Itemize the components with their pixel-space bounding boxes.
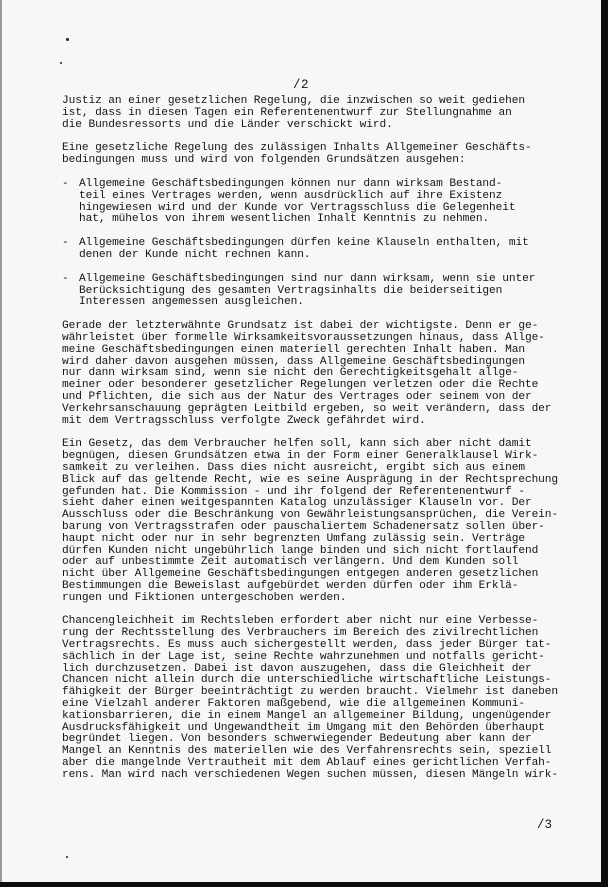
text-line: lich durchzusetzen. Dabei ist davon auszugehen, dass die Gleichheit der xyxy=(62,662,532,675)
text-line: nicht über Allgemeine Geschäftsbedingungen entgegen anderen gesetzlichen xyxy=(62,568,539,581)
paragraph xyxy=(62,321,582,427)
text-line: sächlich in der Lage ist, seine Rechte wahrzunehmen und notfalls gericht- xyxy=(62,650,545,663)
page-number-top: /2 xyxy=(293,78,310,92)
text-line: Mangel an Kenntnis des materiellen wie des Verfahrensrechts sein, speziell xyxy=(62,745,552,758)
bullet-dash: - xyxy=(62,237,69,250)
text-line: dürfen Kunden nicht ungebührlich lange binden und sich nicht fortlaufend xyxy=(62,544,539,557)
text-line: fähigkeit der Bürger beeinträchtigt zu werden braucht. Vielmehr ist daneben xyxy=(62,686,559,699)
text-line: rens. Man wird nach verschiedenen Wegen suchen müssen, diesen Mängeln wirk- xyxy=(62,768,559,781)
text-line: haupt nicht oder nur in sehr begrenzten Umfang zulässig sein. Verträge xyxy=(62,532,525,545)
text-line: Berücksichtigung des gesamten Vertragsinhalts die beiderseitigen xyxy=(79,284,503,297)
text-line: denen der Kunde nicht rechnen kann. xyxy=(79,248,311,261)
scan-speck xyxy=(66,38,69,41)
text-line: samkeit zu verleihen. Dass dies nicht ausreicht, ergibt sich aus einem xyxy=(62,461,525,474)
text-line: rungen und Fiktionen untergeschoben werden. xyxy=(62,591,347,604)
scan-speck xyxy=(60,62,62,64)
bullet-item xyxy=(62,179,582,226)
text-line: mit dem Vertragsschluss verfolgte Zweck gefährdet wird. xyxy=(62,414,426,427)
text-line: teil eines Vertrages werden, wenn ausdrücklich auf ihre Existenz xyxy=(79,189,503,202)
text-line: Chancengleichheit im Rechtsleben erfordert aber nicht nur eine Verbesse- xyxy=(62,615,539,628)
text-line: rung der Rechtsstellung des Verbrauchers im Bereich des zivilrechtlichen xyxy=(62,627,539,640)
text-line: begnügen, diesen Grundsätzen etwa in der Form einer Generalklausel Wirk- xyxy=(62,450,539,463)
text-line: ist, dass in diesen Tagen ein Referentenentwurf zur Stellungnahme an xyxy=(62,106,512,119)
text-line: kationsbarrieren, die in einem Mangel an allgemeiner Bildung, ungenügender xyxy=(62,709,552,722)
scan-edge-bottom xyxy=(0,882,608,887)
text-line: Bestimmungen die Beweislast aufgebürdet werden dürfen oder ihm Erklä- xyxy=(62,579,519,592)
paragraph xyxy=(62,616,582,781)
text-line: Gerade der letzterwähnte Grundsatz ist dabei der wichtigste. Denn er ge- xyxy=(62,320,539,333)
text-line: Verkehrsanschauung geprägten Leitbild ergeben, so weit verändern, dass der xyxy=(62,402,552,415)
bullet-item xyxy=(62,238,582,262)
text-line: und Pflichten, die sich aus der Natur des Vertrages oder seinem von der xyxy=(62,390,532,403)
paragraph xyxy=(62,96,582,131)
text-line: Justiz an einer gesetzlichen Regelung, die inzwischen so weit gediehen xyxy=(62,95,525,107)
bullet-item xyxy=(62,274,582,309)
text-line: die Bundesressorts und die Länder verschickt wird. xyxy=(62,118,393,131)
text-line: meine Geschäftsbedingungen einen materiell gerechten Inhalt haben. Man xyxy=(62,343,525,356)
text-line: sieht daher einen weitgespannten Katalog unzulässiger Klauseln vor. Der xyxy=(62,497,532,510)
text-line: wird daher davon ausgehen müssen, dass Allgemeine Geschäftsbedingungen xyxy=(62,355,525,368)
text-line: Eine gesetzliche Regelung des zulässigen Inhalts Allgemeiner Geschäfts- xyxy=(62,142,532,155)
text-line: nur dann wirksam sind, wenn sie nicht den Gerechtigkeitsgehalt allge- xyxy=(62,367,519,380)
text-line: gefunden hat. Die Kommission - und ihr folgend der Referentenentwurf - xyxy=(62,485,525,498)
text-line: Allgemeine Geschäftsbedingungen können nur dann wirksam Bestand- xyxy=(79,177,503,190)
bullet-dash: - xyxy=(62,177,69,190)
document-body xyxy=(62,96,582,794)
text-line: barung von Vertragsstrafen oder pauschaliertem Schadenersatz sollen über- xyxy=(62,520,545,533)
text-line: Allgemeine Geschäftsbedingungen dürfen keine Klauseln enthalten, mit xyxy=(79,237,529,250)
text-line: Interessen angemessen ausgleichen. xyxy=(79,296,304,309)
paragraph xyxy=(62,439,582,604)
page-number-bottom: /3 xyxy=(537,818,553,832)
text-line: hingewiesen wird und der Kunde vor Vertragsschluss die Gelegenheit xyxy=(79,201,516,214)
scan-edge-right xyxy=(601,0,608,887)
bullet-dash: - xyxy=(62,272,69,285)
text-line: Blick auf das geltende Recht, wie es seine Ausprägung in der Rechtsprechung xyxy=(62,473,559,486)
text-line: Chancen nicht allein durch die unterschiedliche wirtschaftliche Leistungs- xyxy=(62,674,552,687)
text-line: Ausdrucksfähigkeit und Ungewandtheit im Umgang mit den Behörden überhaupt xyxy=(62,721,545,734)
paragraph xyxy=(62,143,582,167)
scan-speck xyxy=(66,856,68,858)
text-line: hat, mühelos von ihrem wesentlichen Inhalt Kenntnis zu nehmen. xyxy=(79,213,490,226)
text-line: meiner oder besonderer gesetzlicher Regelungen verletzen oder die Rechte xyxy=(62,379,539,392)
text-line: Allgemeine Geschäftsbedingungen sind nur dann wirksam, wenn sie unter xyxy=(79,272,536,285)
text-line: Ein Gesetz, das dem Verbraucher helfen soll, kann sich aber nicht damit xyxy=(62,438,532,451)
text-line: begründet liegen. Von besonders schwerwiegender Bedeutung aber kann der xyxy=(62,733,532,746)
text-line: oder auf unbestimmte Zeit automatisch verlängern. Und dem Kunden soll xyxy=(62,556,519,569)
text-line: bedingungen muss und wird von folgenden Grundsätzen ausgehen: xyxy=(62,154,466,167)
text-line: währleistet über formelle Wirksamkeitsvoraussetzungen hinaus, dass Allge- xyxy=(62,331,545,344)
text-line: eine Vielzahl anderer Faktoren maßgebend, wie die allgemeinen Kommuni- xyxy=(62,698,525,711)
text-line: aber die mangelnde Vertrautheit mit dem Ablauf eines gerichtlichen Verfah- xyxy=(62,757,552,770)
text-line: Vertragsrechts. Es muss auch sichergestellt werden, dass jeder Bürger tat- xyxy=(62,639,552,652)
scan-edge-left xyxy=(0,0,2,887)
text-line: Ausschluss oder die Beschränkung von Gewährleistungsansprüchen, die Verein- xyxy=(62,509,559,522)
